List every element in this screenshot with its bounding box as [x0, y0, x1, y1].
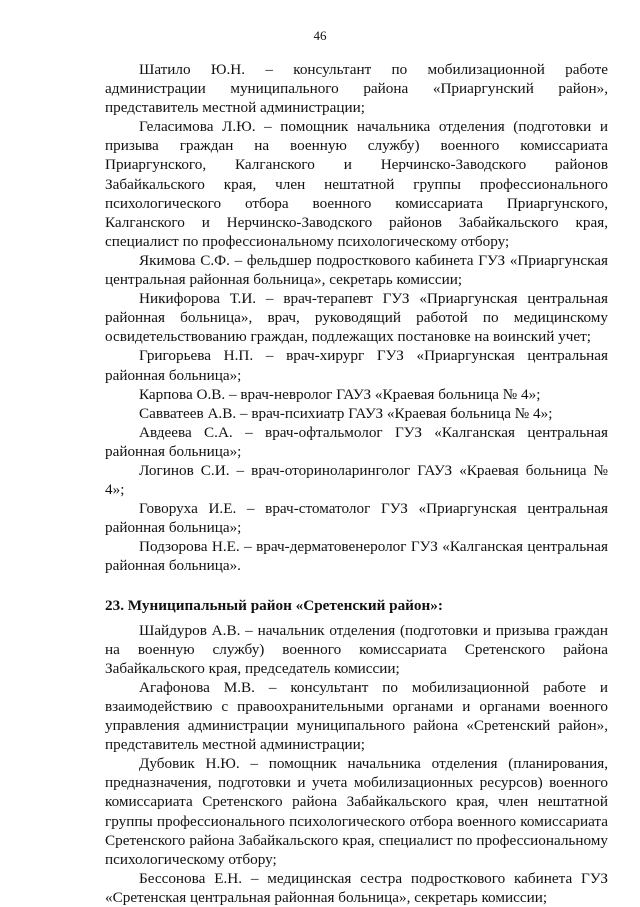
member-loginov: Логинов С.И. – врач-оториноларинголог ГАУЗ «Краевая больница № 4»; [105, 461, 608, 499]
page-number: 46 [313, 28, 327, 43]
member-nikiforova: Никифорова Т.И. – врач-терапевт ГУЗ «Приаргунская центральная районная больница», врач, руководящий работой по медицинскому освидетельствованию граждан, подлежащих постановке на воинский учет; [105, 290, 608, 346]
member-karpova: Карпова О.В. – врач-невролог ГАУЗ «Краевая больница № 4»; [139, 385, 541, 403]
member-avdeeva: Авдеева С.А. – врач-офтальмолог ГУЗ «Калганская центральная районная больница»; [105, 423, 608, 460]
section-heading-sretensky: 23. Муниципальный район «Сретенский район»: [105, 596, 443, 614]
member-yakimova: Якимова С.Ф. – фельдшер подросткового кабинета ГУЗ «Приаргунская центральная районная больница», секретарь комиссии; [105, 251, 608, 289]
member-govorukha: Говоруха И.Е. – врач-стоматолог ГУЗ «Приаргунская центральная районная больница»; [105, 500, 608, 537]
member-gelasimova: Геласимова Л.Ю. – помощник начальника отделения (подготовки и призыва граждан на военную службу) военного комиссариата Приаргунского, Калганского и Нерчинско-Заводского районов Забайкальского края, член нештатной группы профессионального психологического отбора военного комиссариата Приаргунского, Калганского и Нерчинско-Заводского районов Забайкальского края, специалист по профессиональному психологическому отбору; [105, 118, 608, 250]
member-agafonova: Агафонова М.В. – консультант по мобилизационной работе и взаимодействию с правоохранительными органами и органами военного управления администрации муниципального района «Сретенский район», представитель местной администрации; [105, 678, 608, 754]
member-grigorieva: Григорьева Н.П. – врач-хирург ГУЗ «Приаргунская центральная районная больница»; [105, 347, 608, 384]
page-content [105, 60, 608, 907]
member-bessonova: Бессонова Е.Н. – медицинская сестра подросткового кабинета ГУЗ «Сретенская центральная районная больница», секретарь комиссии; [105, 869, 608, 906]
member-shaydurov: Шайдуров А.В. – начальник отделения (подготовки и призыва граждан на военную службу) военного комиссариата Сретенского района Забайкальского края, председатель комиссии; [105, 621, 608, 677]
member-dubovik: Дубовик Н.Ю. – помощник начальника отделения (планирования, предназначения, подготовки и учета мобилизационных ресурсов) военного комиссариата Сретенского района Забайкальского края, член нештатной группы профессионального психологического отбора военного комиссариата Сретенского района Забайкальского края, специалист по профессиональному психологическому отбору; [105, 755, 608, 868]
member-podzorova: Подзорова Н.Е. – врач-дерматовенеролог ГУЗ «Калганская центральная районная больница». [105, 538, 608, 575]
member-savvateev: Савватеев А.В. – врач-психиатр ГАУЗ «Краевая больница № 4»; [139, 404, 553, 422]
member-shatilo: Шатило Ю.Н. – консультант по мобилизационной работе администрации муниципального района «Приаргунский район», представитель местной администрации; [105, 61, 608, 117]
